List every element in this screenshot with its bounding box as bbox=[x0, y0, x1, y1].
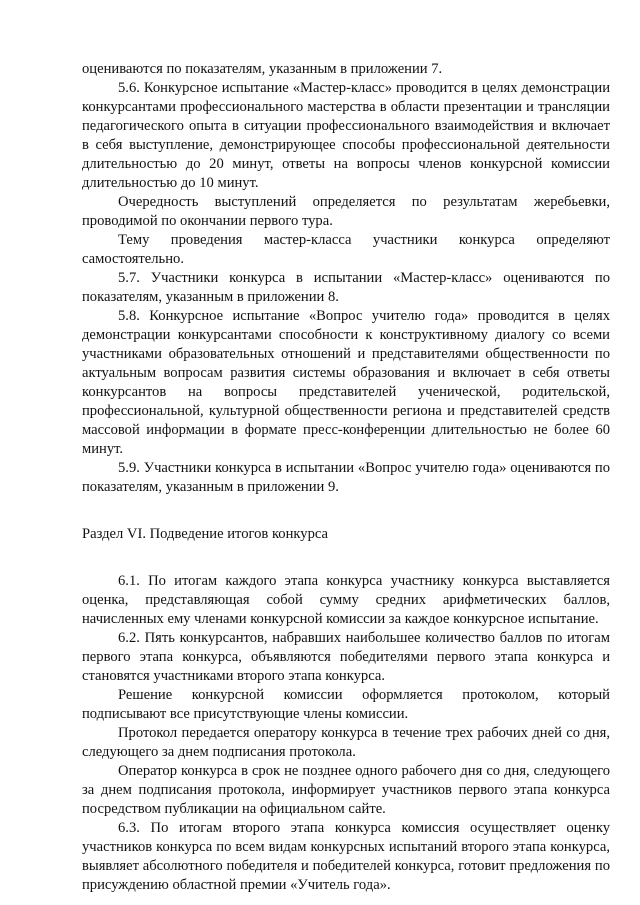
paragraph-6-3: 6.3. По итогам второго этапа конкурса комиссия осуществляет оценку участников конкурса по всем видам конкурсных испытаний второго этапа конкурса, выявляет абсолютного победителя и победителей конкурса, готовит предложения по присуждению областной премии «Учитель года». bbox=[82, 820, 610, 893]
paragraph-5-7: 5.7. Участники конкурса в испытании «Мастер-класс» оцениваются по показателям, указанным в приложении 8. bbox=[82, 270, 610, 305]
paragraph-5-9: 5.9. Участники конкурса в испытании «Вопрос учителю года» оцениваются по показателям, указанным в приложении 9. bbox=[82, 460, 610, 495]
paragraph-5-8: 5.8. Конкурсное испытание «Вопрос учителю года» проводится в целях демонстрации конкурсантами способности к конструктивному диалогу со всеми участниками образовательных отношений и представителями общественности по актуальным вопросам развития системы образования и включает в себя ответы конкурсантов на вопросы представителей ученической, родительской, профессиональной, культурной общественности региона и представителей средств массовой информации в формате пресс-конференции длительностью не более 60 минут. bbox=[82, 308, 610, 457]
paragraph-topic: Тему проведения мастер-класса участники конкурса определяют самостоятельно. bbox=[82, 232, 610, 267]
document-page bbox=[82, 60, 610, 895]
paragraph-6-2: 6.2. Пять конкурсантов, набравших наибольшее количество баллов по итогам первого этапа конкурса, объявляются победителями первого этапа конкурса и становятся участниками второго этапа конкурса. bbox=[82, 630, 610, 684]
paragraph-continuation: оцениваются по показателям, указанным в приложении 7. bbox=[82, 61, 443, 77]
paragraph-protocol: Протокол передается оператору конкурса в течение трех рабочих дней со дня, следующего за днем подписания протокола. bbox=[82, 725, 610, 760]
paragraph-5-6: 5.6. Конкурсное испытание «Мастер-класс» проводится в целях демонстрации конкурсантами профессионального мастерства в области презентации и трансляции педагогического опыта в ситуации профессионального взаимодействия и включает в себя выступление, демонстрирующее способы профессиональной деятельности длительностью до 20 минут, ответы на вопросы членов конкурсной комиссии длительностью до 10 минут. bbox=[82, 80, 610, 191]
paragraph-operator: Оператор конкурса в срок не позднее одного рабочего дня со дня, следующего за днем подписания протокола, информирует участников первого этапа конкурса посредством публикации на официальном сайте. bbox=[82, 763, 610, 817]
paragraph-order: Очередность выступлений определяется по результатам жеребьевки, проводимой по окончании первого тура. bbox=[82, 194, 610, 229]
paragraph-decision: Решение конкурсной комиссии оформляется протоколом, который подписывают все присутствующие члены комиссии. bbox=[82, 687, 610, 722]
paragraph-6-1: 6.1. По итогам каждого этапа конкурса участнику конкурса выставляется оценка, представляющая собой сумму средних арифметических баллов, начисленных ему членами конкурсной комиссии за каждое конкурсное испытание. bbox=[82, 573, 610, 627]
section-heading: Раздел VI. Подведение итогов конкурса bbox=[82, 526, 329, 542]
